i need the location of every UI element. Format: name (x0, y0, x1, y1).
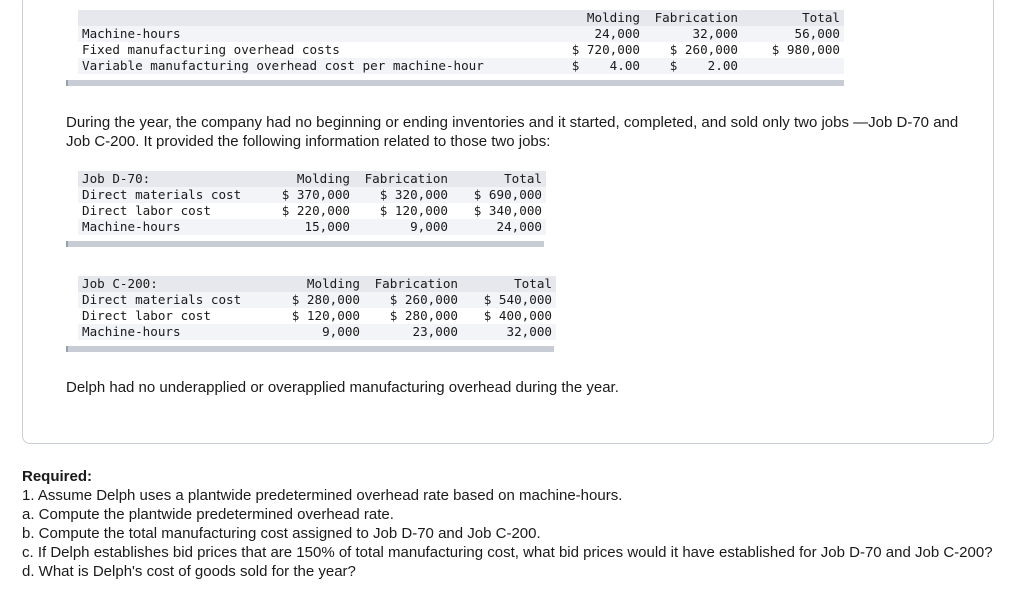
table-divider (66, 241, 544, 247)
overhead-table (78, 10, 844, 74)
table-cell: $ 260,000 (669, 42, 738, 57)
table-cell: $ 720,000 (571, 42, 640, 57)
table-cell: 23,000 (364, 324, 462, 340)
table-cell: 15,000 (276, 219, 354, 235)
table-header-cell: Total (742, 10, 844, 26)
table-cell: Machine-hours (78, 324, 276, 340)
required-item: b. Compute the total manufacturing cost assigned to Job D-70 and Job C-200. (22, 525, 541, 542)
required-section (22, 467, 1018, 581)
table-row (78, 219, 546, 235)
table-cell: $ 280,000 (389, 308, 458, 323)
table-cell: Direct materials cost (78, 292, 276, 308)
table-cell: $ 120,000 (379, 203, 448, 218)
table-header-cell: Total (452, 171, 546, 187)
table-cell: Direct labor cost (82, 203, 211, 218)
table-header-row (78, 10, 844, 26)
table-divider (66, 346, 554, 352)
table-row (78, 292, 556, 308)
table-divider (66, 80, 844, 86)
table-header-row (78, 171, 546, 187)
table-row (78, 324, 556, 340)
table-cell: $ 370,000 (276, 187, 354, 203)
table-cell: Direct labor cost (82, 308, 211, 323)
table-header-cell: Fabrication (364, 276, 462, 292)
table-row (78, 42, 844, 58)
table-cell: 24,000 (566, 26, 644, 42)
table-header-cell: Molding (276, 171, 354, 187)
table-cell: $ 980,000 (771, 42, 840, 57)
required-item: c. If Delph establishes bid prices that are 150% of total manufacturing cost, what bid prices would it have established for Job D-70 and Job C-200? (22, 544, 993, 561)
table-header-cell: Molding (276, 276, 364, 292)
table-row (78, 187, 546, 203)
table-cell: Direct materials cost (78, 187, 276, 203)
table-header-cell: Molding (566, 10, 644, 26)
required-item: d. What is Delph's cost of goods sold for the year? (22, 563, 356, 580)
table-cell: $ 340,000 (473, 203, 542, 218)
required-heading: Required: (22, 468, 93, 485)
job-c200-table (78, 276, 556, 340)
table-cell: $ 220,000 (281, 203, 350, 218)
table-row (78, 58, 844, 74)
table-cell: $ 320,000 (354, 187, 452, 203)
table-cell: 32,000 (462, 324, 556, 340)
table-row (78, 203, 546, 219)
table-title-cell: Job D-70: (78, 171, 276, 187)
table-cell: Machine-hours (78, 26, 566, 42)
table-title-cell: Job C-200: (78, 276, 276, 292)
table-cell: Variable manufacturing overhead cost per machine-hour (78, 58, 566, 74)
table-cell: Machine-hours (78, 219, 276, 235)
table-cell: 24,000 (452, 219, 546, 235)
required-item: a. Compute the plantwide predetermined overhead rate. (22, 506, 394, 523)
required-item: 1. Assume Delph uses a plantwide predetermined overhead rate based on machine-hours. (22, 487, 623, 504)
table-header-cell (78, 10, 566, 26)
table-header-cell: Total (462, 276, 556, 292)
table-cell: $ 540,000 (462, 292, 556, 308)
table-row (78, 308, 556, 324)
table-header-cell: Fabrication (644, 10, 742, 26)
table-header-row (78, 276, 556, 292)
table-cell: 32,000 (644, 26, 742, 42)
table-cell: $ 4.00 (566, 58, 644, 74)
table-cell: $ 400,000 (483, 308, 552, 323)
table-cell: $ 2.00 (644, 58, 742, 74)
overhead-note: Delph had no underapplied or overapplied manufacturing overhead during the year. (66, 379, 619, 396)
table-cell: Fixed manufacturing overhead costs (82, 42, 340, 57)
table-cell: $ 260,000 (364, 292, 462, 308)
intro-paragraph: During the year, the company had no beginning or ending inventories and it started, completed, and sold only two jobs —Job D-70 and Job C-200. It provided the following information related to those two jobs: (66, 114, 959, 150)
table-cell: $ 120,000 (291, 308, 360, 323)
job-d70-table (78, 171, 546, 235)
table-cell: 9,000 (276, 324, 364, 340)
table-cell: 9,000 (354, 219, 452, 235)
table-cell: 56,000 (742, 26, 844, 42)
table-row (78, 26, 844, 42)
table-cell: $ 690,000 (452, 187, 546, 203)
table-cell: $ 280,000 (276, 292, 364, 308)
table-header-cell: Fabrication (354, 171, 452, 187)
table-cell (742, 58, 844, 74)
